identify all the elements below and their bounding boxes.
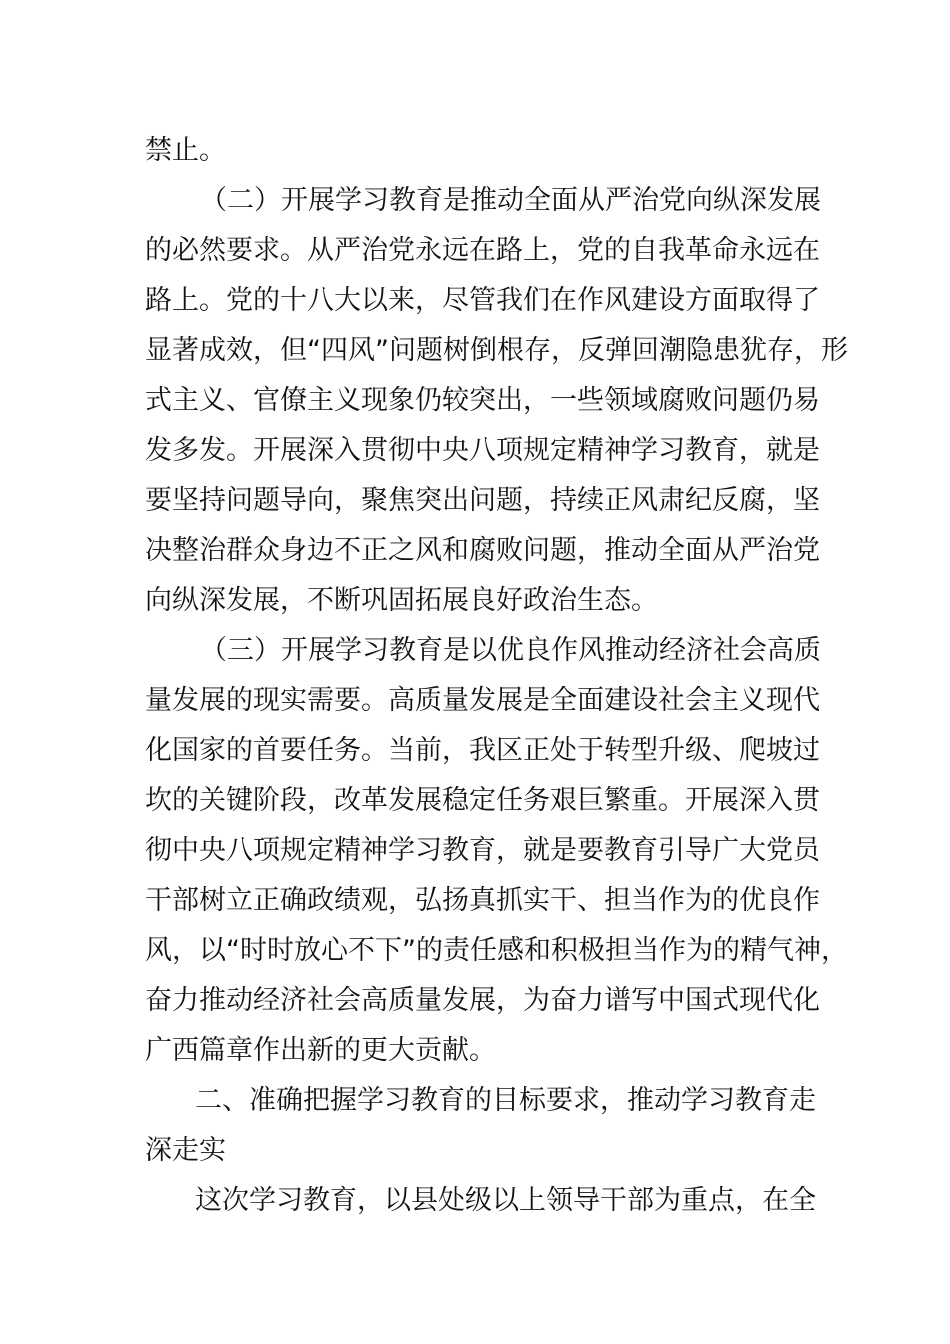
paragraph-line-3: 的必然要求。从严治党永远在路上，党的自我革命永远在 (145, 235, 820, 266)
paragraph-line-14: 坎的关键阶段，改革发展稳定任务艰巨繁重。开展深入贯 (145, 785, 820, 816)
paragraph-line-10: 向纵深发展，不断巩固拓展良好政治生态。 (145, 585, 658, 616)
paragraph-line-22: 这次学习教育，以县处级以上领导干部为重点，在全 (195, 1185, 816, 1216)
paragraph-line-8: 要坚持问题导向，聚焦突出问题，持续正风肃纪反腐，坚 (145, 485, 820, 516)
paragraph-line-17: 风，以“时时放心不下”的责任感和积极担当作为的精气神， (145, 935, 848, 966)
paragraph-line-9: 决整治群众身边不正之风和腐败问题，推动全面从严治党 (145, 535, 820, 566)
paragraph-line-19: 广西篇章作出新的更大贡献。 (145, 1035, 496, 1066)
paragraph-line-15: 彻中央八项规定精神学习教育，就是要教育引导广大党员 (145, 835, 820, 866)
paragraph-line-18: 奋力推动经济社会高质量发展，为奋力谱写中国式现代化 (145, 985, 820, 1016)
paragraph-line-4: 路上。党的十八大以来，尽管我们在作风建设方面取得了 (145, 285, 820, 316)
paragraph-line-13: 化国家的首要任务。当前，我区正处于转型升级、爬坡过 (145, 735, 820, 766)
paragraph-line-12: 量发展的现实需要。高质量发展是全面建设社会主义现代 (145, 685, 820, 716)
section-heading-2: 二、准确把握学习教育的目标要求，推动学习教育走 (195, 1085, 816, 1116)
section-heading-2-cont: 深走实 (145, 1135, 226, 1166)
paragraph-line-6: 式主义、官僚主义现象仍较突出，一些领域腐败问题仍易 (145, 385, 820, 416)
subsection-heading-2: （二）开展学习教育是推动全面从严治党向纵深发展 (200, 185, 821, 216)
paragraph-line-1: 禁止。 (145, 135, 226, 166)
paragraph-line-16: 干部树立正确政绩观，弘扬真抓实干、担当作为的优良作 (145, 885, 820, 916)
paragraph-line-7: 发多发。开展深入贯彻中央八项规定精神学习教育，就是 (145, 435, 820, 466)
paragraph-line-5: 显著成效，但“四风”问题树倒根存，反弹回潮隐患犹存，形 (145, 335, 848, 366)
subsection-heading-3: （三）开展学习教育是以优良作风推动经济社会高质 (200, 635, 821, 666)
